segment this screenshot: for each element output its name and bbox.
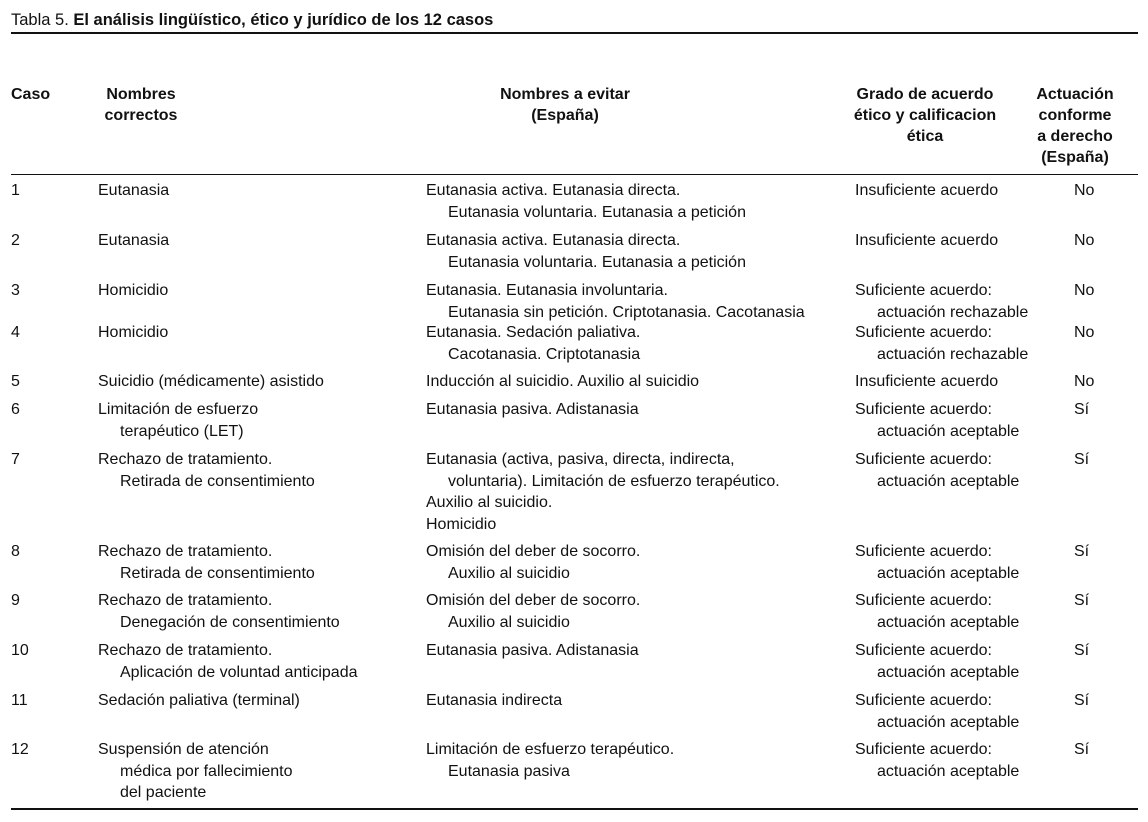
agreement-grade: actuación aceptable xyxy=(877,472,1020,490)
agreement-grade: Suficiente acuerdo: xyxy=(855,324,992,341)
caption-prefix: Tabla 5. xyxy=(11,11,74,29)
avoid-name: Eutanasia (activa, pasiva, directa, indirecta, xyxy=(426,451,735,468)
avoid-name: Limitación de esfuerzo terapéutico. xyxy=(426,741,675,758)
correct-name: Homicidio xyxy=(98,324,169,341)
agreement-grade: actuación aceptable xyxy=(877,762,1020,780)
agreement-grade: Suficiente acuerdo: xyxy=(855,401,992,418)
legal-status: Sí xyxy=(1074,741,1090,758)
avoid-name: Cacotanasia. Criptotanasia xyxy=(448,345,641,363)
correct-name: Eutanasia xyxy=(98,232,170,249)
header-actuacion xyxy=(1028,84,1122,168)
caption-title: El análisis lingüístico, ético y jurídico de los 12 casos xyxy=(73,11,494,29)
correct-name: Denegación de consentimiento xyxy=(120,613,340,631)
avoid-name: Eutanasia. Sedación paliativa. xyxy=(426,324,641,341)
agreement-grade: Suficiente acuerdo: xyxy=(855,741,992,758)
legal-status: Sí xyxy=(1074,451,1090,468)
legal-status: No xyxy=(1074,373,1095,390)
agreement-grade: actuación aceptable xyxy=(877,713,1020,731)
avoid-name: Eutanasia sin petición. Criptotanasia. Cacotanasia xyxy=(448,303,805,321)
agreement-grade: actuación aceptable xyxy=(877,613,1020,631)
caso-number: 4 xyxy=(11,324,20,341)
header-line: Grado de acuerdo xyxy=(856,86,994,103)
caso-number: 10 xyxy=(11,642,29,659)
caso-number: 5 xyxy=(11,373,20,390)
header-grado xyxy=(843,84,1007,147)
legal-status: Sí xyxy=(1074,642,1090,659)
correct-name: Rechazo de tratamiento. xyxy=(98,543,273,560)
correct-name: Homicidio xyxy=(98,282,169,299)
header-line: (España) xyxy=(531,107,599,124)
caso-number: 1 xyxy=(11,182,20,199)
legal-status: No xyxy=(1074,232,1095,249)
legal-status: No xyxy=(1074,282,1095,299)
header-line: correctos xyxy=(104,107,178,124)
avoid-name: Auxilio al suicidio xyxy=(448,564,570,582)
header-line: Nombres a evitar xyxy=(500,86,630,103)
avoid-name: Eutanasia activa. Eutanasia directa. xyxy=(426,232,681,249)
avoid-name: Homicidio xyxy=(426,515,497,533)
header-rule xyxy=(11,174,1138,175)
agreement-grade: actuación aceptable xyxy=(877,422,1020,440)
header-line: ético y calificacion xyxy=(853,107,997,124)
correct-name: terapéutico (LET) xyxy=(120,422,244,440)
legal-status: Sí xyxy=(1074,401,1090,418)
avoid-name: Inducción al suicidio. Auxilio al suicidio xyxy=(426,373,700,390)
agreement-grade: actuación rechazable xyxy=(877,345,1029,363)
agreement-grade: Insuficiente acuerdo xyxy=(855,373,999,390)
caso-number: 9 xyxy=(11,592,20,609)
correct-name: médica por fallecimiento xyxy=(120,762,293,780)
bottom-rule xyxy=(11,808,1138,810)
avoid-name: Eutanasia voluntaria. Eutanasia a petición xyxy=(448,203,746,221)
agreement-grade: actuación aceptable xyxy=(877,564,1020,582)
header-nombres-correctos xyxy=(96,84,186,126)
caso-number: 12 xyxy=(11,741,29,758)
correct-name: Aplicación de voluntad anticipada xyxy=(120,663,358,681)
avoid-name: Auxilio al suicidio. xyxy=(426,494,553,511)
avoid-name: Eutanasia activa. Eutanasia directa. xyxy=(426,182,681,199)
correct-name: Rechazo de tratamiento. xyxy=(98,642,273,659)
agreement-grade: actuación rechazable xyxy=(877,303,1029,321)
avoid-name: voluntaria). Limitación de esfuerzo terapéutico. xyxy=(448,472,780,490)
legal-status: Sí xyxy=(1074,543,1090,560)
caso-number: 7 xyxy=(11,451,20,468)
correct-name: Retirada de consentimiento xyxy=(120,472,315,490)
agreement-grade: Suficiente acuerdo: xyxy=(855,692,992,709)
correct-name: Sedación paliativa (terminal) xyxy=(98,692,300,709)
agreement-grade: Insuficiente acuerdo xyxy=(855,182,999,199)
correct-name: Rechazo de tratamiento. xyxy=(98,451,273,468)
avoid-name: Eutanasia indirecta xyxy=(426,692,563,709)
avoid-name: Omisión del deber de socorro. xyxy=(426,592,641,609)
agreement-grade: Insuficiente acuerdo xyxy=(855,232,999,249)
avoid-name: Auxilio al suicidio xyxy=(448,613,570,631)
caso-number: 2 xyxy=(11,232,20,249)
agreement-grade: Suficiente acuerdo: xyxy=(855,642,992,659)
correct-name: Suspensión de atención xyxy=(98,741,269,758)
avoid-name: Eutanasia voluntaria. Eutanasia a petición xyxy=(448,253,746,271)
header-line: Caso xyxy=(11,86,51,103)
avoid-name: Eutanasia pasiva xyxy=(448,762,570,780)
correct-name: Suicidio (médicamente) asistido xyxy=(98,373,324,390)
legal-status: No xyxy=(1074,182,1095,199)
correct-name: Eutanasia xyxy=(98,182,170,199)
caso-number: 8 xyxy=(11,543,20,560)
legal-status: No xyxy=(1074,324,1095,341)
agreement-grade: Suficiente acuerdo: xyxy=(855,543,992,560)
caso-number: 3 xyxy=(11,282,20,299)
agreement-grade: Suficiente acuerdo: xyxy=(855,451,992,468)
table-caption xyxy=(11,10,493,30)
caso-number: 11 xyxy=(11,692,28,709)
header-line: conforme xyxy=(1038,107,1112,124)
header-nombres-evitar xyxy=(465,84,665,126)
correct-name: Retirada de consentimiento xyxy=(120,564,315,582)
avoid-name: Omisión del deber de socorro. xyxy=(426,543,641,560)
avoid-name: Eutanasia. Eutanasia involuntaria. xyxy=(426,282,668,299)
avoid-name: Eutanasia pasiva. Adistanasia xyxy=(426,401,639,418)
avoid-name: Eutanasia pasiva. Adistanasia xyxy=(426,642,639,659)
legal-status: Sí xyxy=(1074,592,1090,609)
agreement-grade: actuación aceptable xyxy=(877,663,1020,681)
legal-status: Sí xyxy=(1074,692,1090,709)
agreement-grade: Suficiente acuerdo: xyxy=(855,592,992,609)
header-line: a derecho xyxy=(1037,128,1113,145)
header-line: (España) xyxy=(1041,149,1109,166)
header-line: ética xyxy=(906,128,944,145)
header-line: Nombres xyxy=(106,86,176,103)
correct-name: Rechazo de tratamiento. xyxy=(98,592,273,609)
header-caso xyxy=(11,84,50,105)
correct-name: Limitación de esfuerzo xyxy=(98,401,259,418)
header-line: Actuación xyxy=(1036,86,1114,103)
top-rule xyxy=(11,32,1138,34)
agreement-grade: Suficiente acuerdo: xyxy=(855,282,992,299)
correct-name: del paciente xyxy=(120,784,207,801)
caso-number: 6 xyxy=(11,401,20,418)
